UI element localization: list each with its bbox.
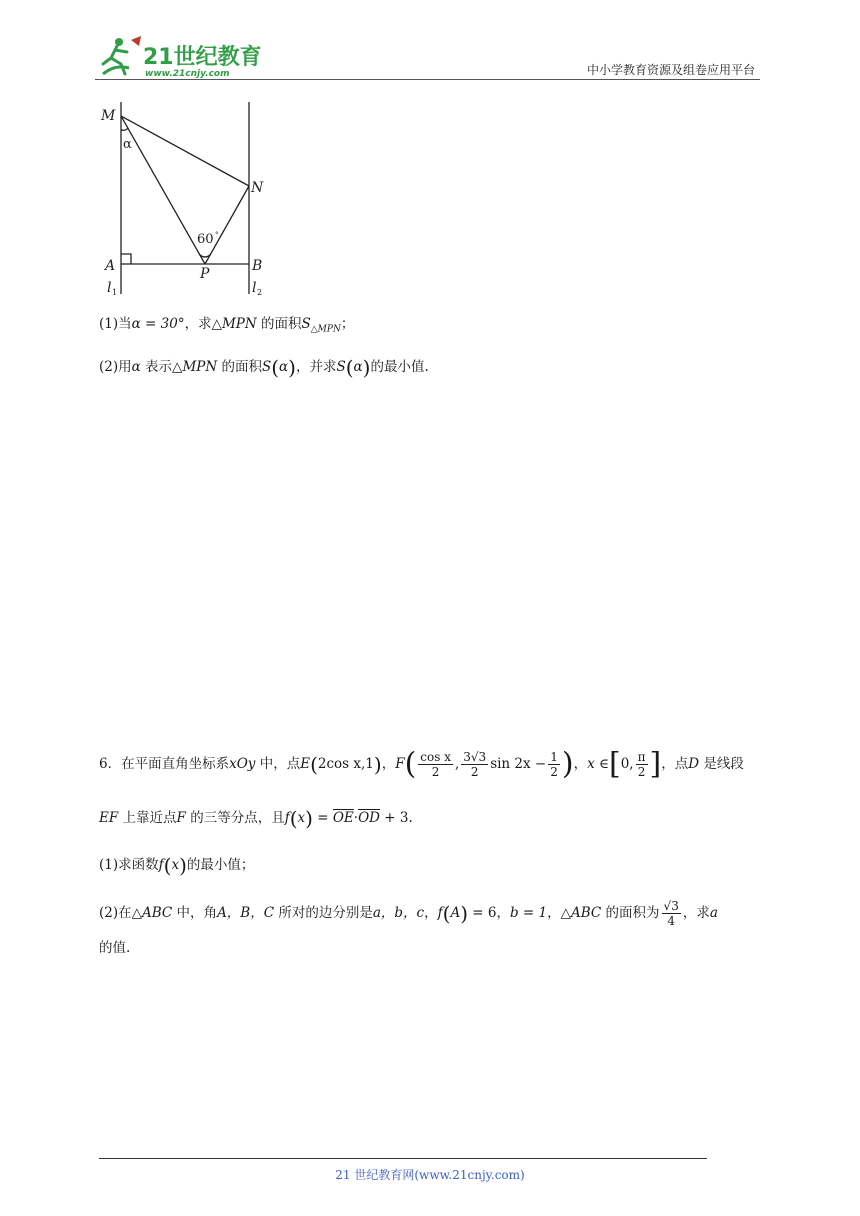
runner-icon bbox=[103, 36, 141, 74]
label-M: M bbox=[101, 108, 116, 124]
header-divider bbox=[95, 79, 760, 80]
header-platform-text: 中小学教育资源及组卷应用平台 bbox=[586, 63, 755, 77]
label-B: B bbox=[252, 258, 263, 274]
label-alpha: α bbox=[123, 137, 132, 152]
label-A: A bbox=[105, 258, 116, 274]
footer-divider bbox=[99, 1158, 707, 1159]
q6-number: 6． bbox=[99, 756, 122, 772]
segment-PN bbox=[205, 186, 249, 264]
q5-part1: (1)当α = 30°，求△MPN 的面积$S_{\triangle MPN}$； bbox=[99, 316, 355, 335]
site-logo bbox=[95, 34, 265, 80]
label-l2-sub: 2 bbox=[257, 288, 263, 297]
logo-url: www.21cnjy.com bbox=[145, 69, 230, 79]
label-l1: l bbox=[107, 280, 112, 296]
label-P: P bbox=[200, 266, 210, 282]
q5-part2: (2)用α 表示△MPN 的面积S(α)，并求S(α)的最小值. bbox=[99, 355, 429, 380]
q6-part2: (2)在△ABC 中，角A，B，C 所对的边分别是a，b，c，f(A) = 6，b = 1，△ABC 的面积为 $\frac{√3}{4}$ ，求a bbox=[99, 899, 718, 928]
footer-text[interactable]: 21 世纪教育网(www.21cnjy.com) bbox=[335, 1168, 525, 1182]
q6-part1: (1)求函数f(x)的最小值； bbox=[99, 853, 255, 878]
q6-part2-cont: 的值. bbox=[99, 940, 131, 956]
logo-text: 21世纪教育 bbox=[143, 45, 262, 70]
label-N: N bbox=[251, 180, 264, 196]
right-angle-mark bbox=[121, 254, 131, 264]
segment-MP bbox=[121, 116, 205, 264]
geometry-figure bbox=[95, 98, 275, 298]
q6-line1: 6．在平面直角坐标系xOy 中，点E(2cos x,1)，F( $\frac{\text{cos x}}{2}$ , $\frac{3√3}{2}$ sin 2x − $\frac{1}{2}$ )，x ∈[0, $\frac{\pi}{2}$ ]，点D 是线段 bbox=[99, 746, 744, 782]
q6-line2: EF 上靠近点F 的三等分点，且$f(x) = \overline{OE}\cdot\overline{OD} + 3$. bbox=[99, 806, 413, 831]
label-l1-sub: 1 bbox=[112, 288, 118, 297]
label-l2: l bbox=[252, 280, 257, 296]
label-60: 60 bbox=[197, 232, 214, 247]
label-degree: ° bbox=[215, 231, 219, 239]
alpha-arc bbox=[121, 128, 128, 130]
